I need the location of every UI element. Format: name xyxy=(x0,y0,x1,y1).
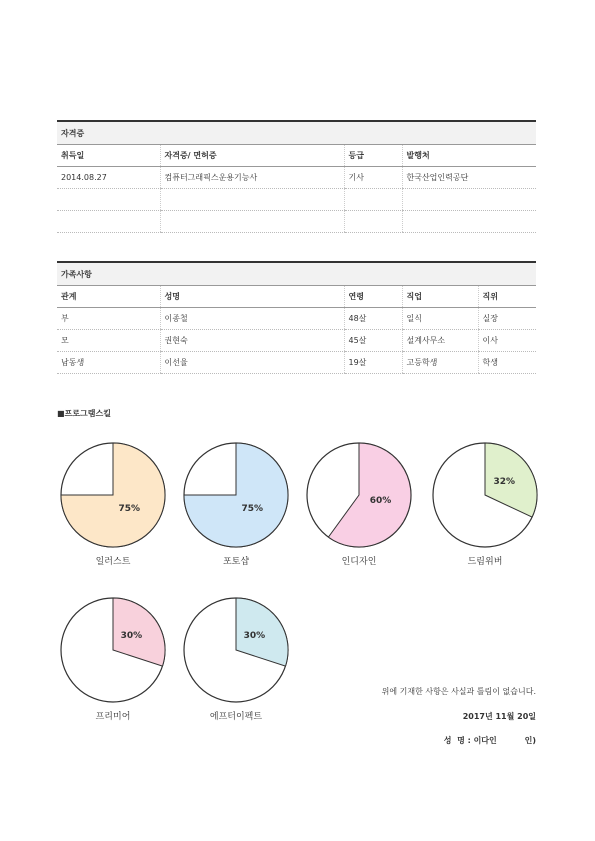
family-table xyxy=(57,261,536,374)
family-header-job: 직업 xyxy=(402,286,478,308)
family-header-age: 연령 xyxy=(344,286,402,308)
declaration-date: 2017년 11월 20일 xyxy=(462,712,536,721)
license-cell xyxy=(344,189,402,211)
pie-label: 드림위버 xyxy=(467,557,503,567)
family-cell: 45살 xyxy=(344,330,402,352)
family-cell: 이종철 xyxy=(160,308,344,330)
pie-label: 일러스트 xyxy=(95,557,131,567)
skill-pie-0 xyxy=(57,439,169,551)
license-cell xyxy=(160,189,344,211)
license-cell: 기사 xyxy=(344,167,402,189)
license-cell xyxy=(57,189,160,211)
family-cell: 학생 xyxy=(478,352,536,374)
family-cell: 실장 xyxy=(478,308,536,330)
skills-title: ■프로그램스킬 xyxy=(57,409,111,418)
family-header-position: 직위 xyxy=(478,286,536,308)
declaration-statement: 위에 기재한 사항은 사실과 틀림이 없습니다. xyxy=(381,687,536,696)
license-cell xyxy=(344,211,402,233)
table-row xyxy=(57,211,536,233)
pie-percent-label: 60% xyxy=(369,495,392,506)
license-cell xyxy=(57,211,160,233)
license-cell: 한국산업인력공단 xyxy=(402,167,536,189)
skill-pie-2 xyxy=(303,439,415,551)
family-cell: 설계사무소 xyxy=(402,330,478,352)
table-row xyxy=(57,330,536,352)
license-cell xyxy=(402,189,536,211)
pie-percent-label: 32% xyxy=(493,477,515,488)
skill-pie-3 xyxy=(429,439,541,551)
family-cell: 19살 xyxy=(344,352,402,374)
pie-percent-label: 30% xyxy=(243,631,266,642)
license-header-grade: 등급 xyxy=(344,145,402,167)
pie-label: 프리미어 xyxy=(95,712,131,722)
license-cell xyxy=(402,211,536,233)
skill-pie-1 xyxy=(180,439,292,551)
license-header-issuer: 발행처 xyxy=(402,145,536,167)
table-row xyxy=(57,352,536,374)
family-cell: 이선율 xyxy=(160,352,344,374)
license-header-date: 취득일 xyxy=(57,145,160,167)
family-header-relation: 관계 xyxy=(57,286,160,308)
family-header-name: 성명 xyxy=(160,286,344,308)
pie-percent-label: 75% xyxy=(118,504,140,515)
table-row xyxy=(57,308,536,330)
pie-percent-label: 30% xyxy=(120,631,143,642)
license-section-title: 자격증 xyxy=(57,121,536,145)
family-cell: 이사 xyxy=(478,330,536,352)
license-cell xyxy=(160,211,344,233)
family-cell: 모 xyxy=(57,330,160,352)
license-cell: 2014.08.27 xyxy=(57,167,160,189)
license-table xyxy=(57,120,536,233)
table-row xyxy=(57,167,536,189)
family-cell: 남동생 xyxy=(57,352,160,374)
family-section-title: 가족사항 xyxy=(57,262,536,286)
declaration-signature: 성 명 : 이다인 인) xyxy=(443,736,536,745)
pie-label: 포토샵 xyxy=(222,557,250,567)
pie-label: 인디자인 xyxy=(341,557,377,567)
skill-pie-5 xyxy=(180,594,292,706)
family-cell: 고등학생 xyxy=(402,352,478,374)
license-cell: 컴퓨터그래픽스운용기능사 xyxy=(160,167,344,189)
family-cell: 권현숙 xyxy=(160,330,344,352)
license-header-name: 자격증/ 면허증 xyxy=(160,145,344,167)
pie-percent-label: 75% xyxy=(241,504,263,515)
family-cell: 일식 xyxy=(402,308,478,330)
family-cell: 부 xyxy=(57,308,160,330)
pie-label: 에프터이펙트 xyxy=(209,712,263,722)
family-cell: 48살 xyxy=(344,308,402,330)
skill-pie-4 xyxy=(57,594,169,706)
table-row xyxy=(57,189,536,211)
